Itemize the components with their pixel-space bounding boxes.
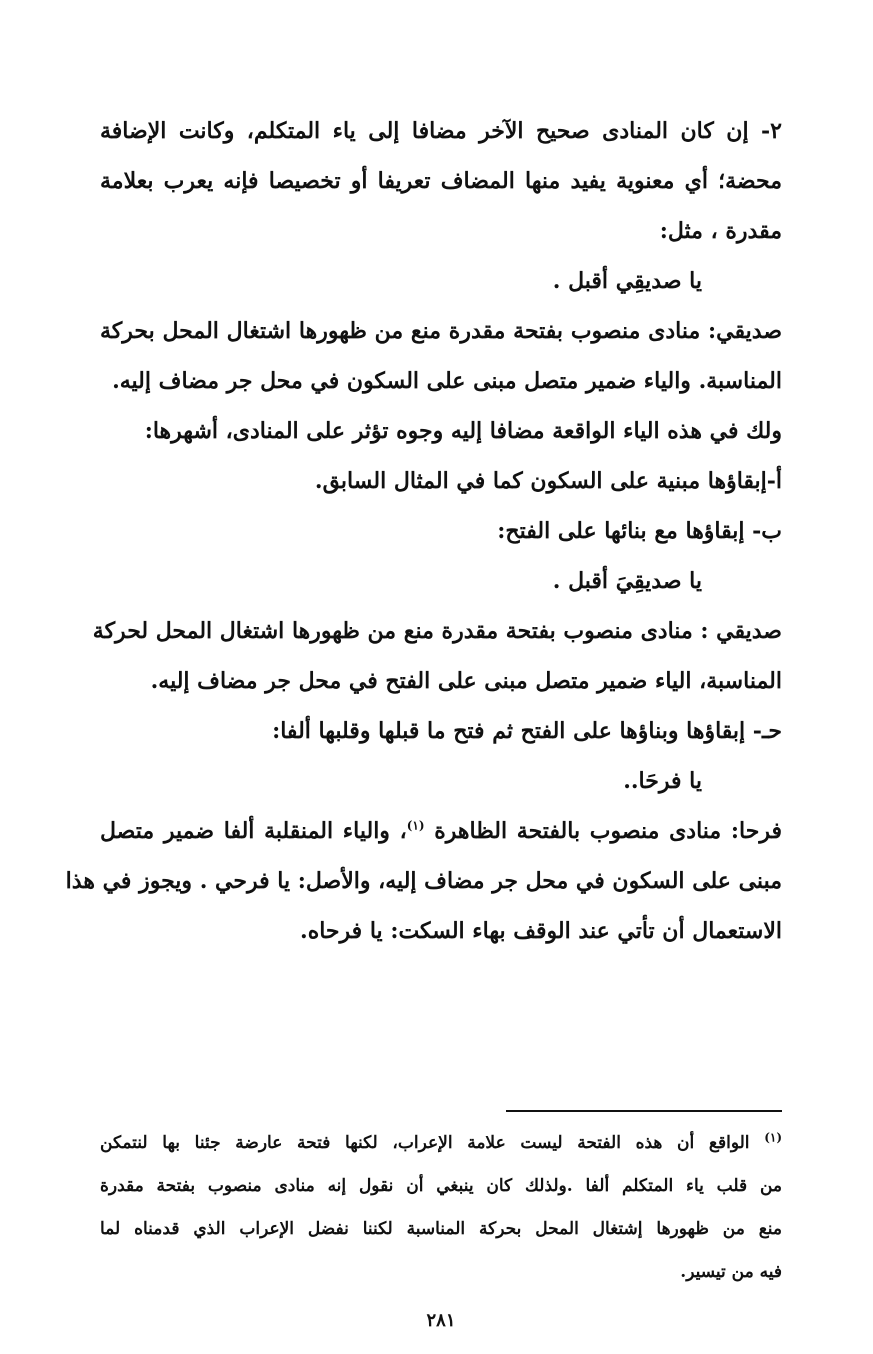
body-line: مبنى على السكون في محل جر مضاف إليه، والأصل: يا فرحي . ويجوز في هذا [65,868,782,894]
body-line: محضة؛ أي معنوية يفيد منها المضاف تعريفا أو تخصيصا فإنه يعرب بعلامة [100,168,782,194]
footnote-line [100,1128,782,1158]
body-line-part: فرحا: منادى منصوب بالفتحة الظاهرة [434,818,782,844]
footnote-text: الواقع أن هذه الفتحة ليست علامة الإعراب، لكنها فتحة عارضة جئنا بها لنتمكن [100,1133,750,1153]
body-line: أ-إبقاؤها مبنية على السكون كما في المثال السابق. [314,468,782,494]
body-line: المناسبة. والياء ضمير متصل مبنى على السكون في محل جر مضاف إليه. [112,368,782,394]
footnote-reference: (١) [406,818,425,833]
body-line: مقدرة ، مثل: [659,218,782,244]
page-number: ٢٨١ [426,1310,456,1331]
example-line: يا صديقِيَ أقبل . [552,568,702,594]
book-page [65,112,783,1332]
footnote-divider [506,1110,782,1112]
body-line: ولك في هذه الياء الواقعة مضافا إليه وجوه تؤثر على المنادى، أشهرها: [144,418,782,444]
body-line: ب- إبقاؤها مع بنائها على الفتح: [497,518,782,544]
body-line: الاستعمال أن تأتي عند الوقف بهاء السكت: يا فرحاه. [300,918,782,944]
footnote-line: منع من ظهورها إشتغال المحل بحركة المناسبة لكننا نفضل الإعراب الذي قدمناه لما [100,1219,782,1239]
footnote-line: من قلب ياء المتكلم ألفا .ولذلك كان ينبغي أن نقول إنه منادى منصوب بفتحة مقدرة [100,1176,782,1196]
body-line-part: ، والياء المنقلبة ألفا ضمير متصل [100,818,407,844]
footnote-marker: (١) [764,1130,783,1145]
footnote-line: فيه من تيسير. [680,1262,782,1282]
body-line: المناسبة، الياء ضمير متصل مبنى على الفتح في محل جر مضاف إليه. [150,668,782,694]
body-line-with-footnote-ref [100,812,782,850]
example-line: يا صديقِي أقبل . [552,268,702,294]
body-line: صديقي: منادى منصوب بفتحة مقدرة منع من ظهورها اشتغال المحل بحركة [100,318,782,344]
body-line: حـ- إبقاؤها وبناؤها على الفتح ثم فتح ما قبلها وقلبها ألفا: [272,718,782,744]
body-line: ٢- إن كان المنادى صحيح الآخر مضافا إلى ياء المتكلم، وكانت الإضافة [100,118,782,144]
example-line: يا فرحَا.. [623,768,702,794]
body-line: صديقي : منادى منصوب بفتحة مقدرة منع من ظهورها اشتغال المحل لحركة [92,618,782,644]
